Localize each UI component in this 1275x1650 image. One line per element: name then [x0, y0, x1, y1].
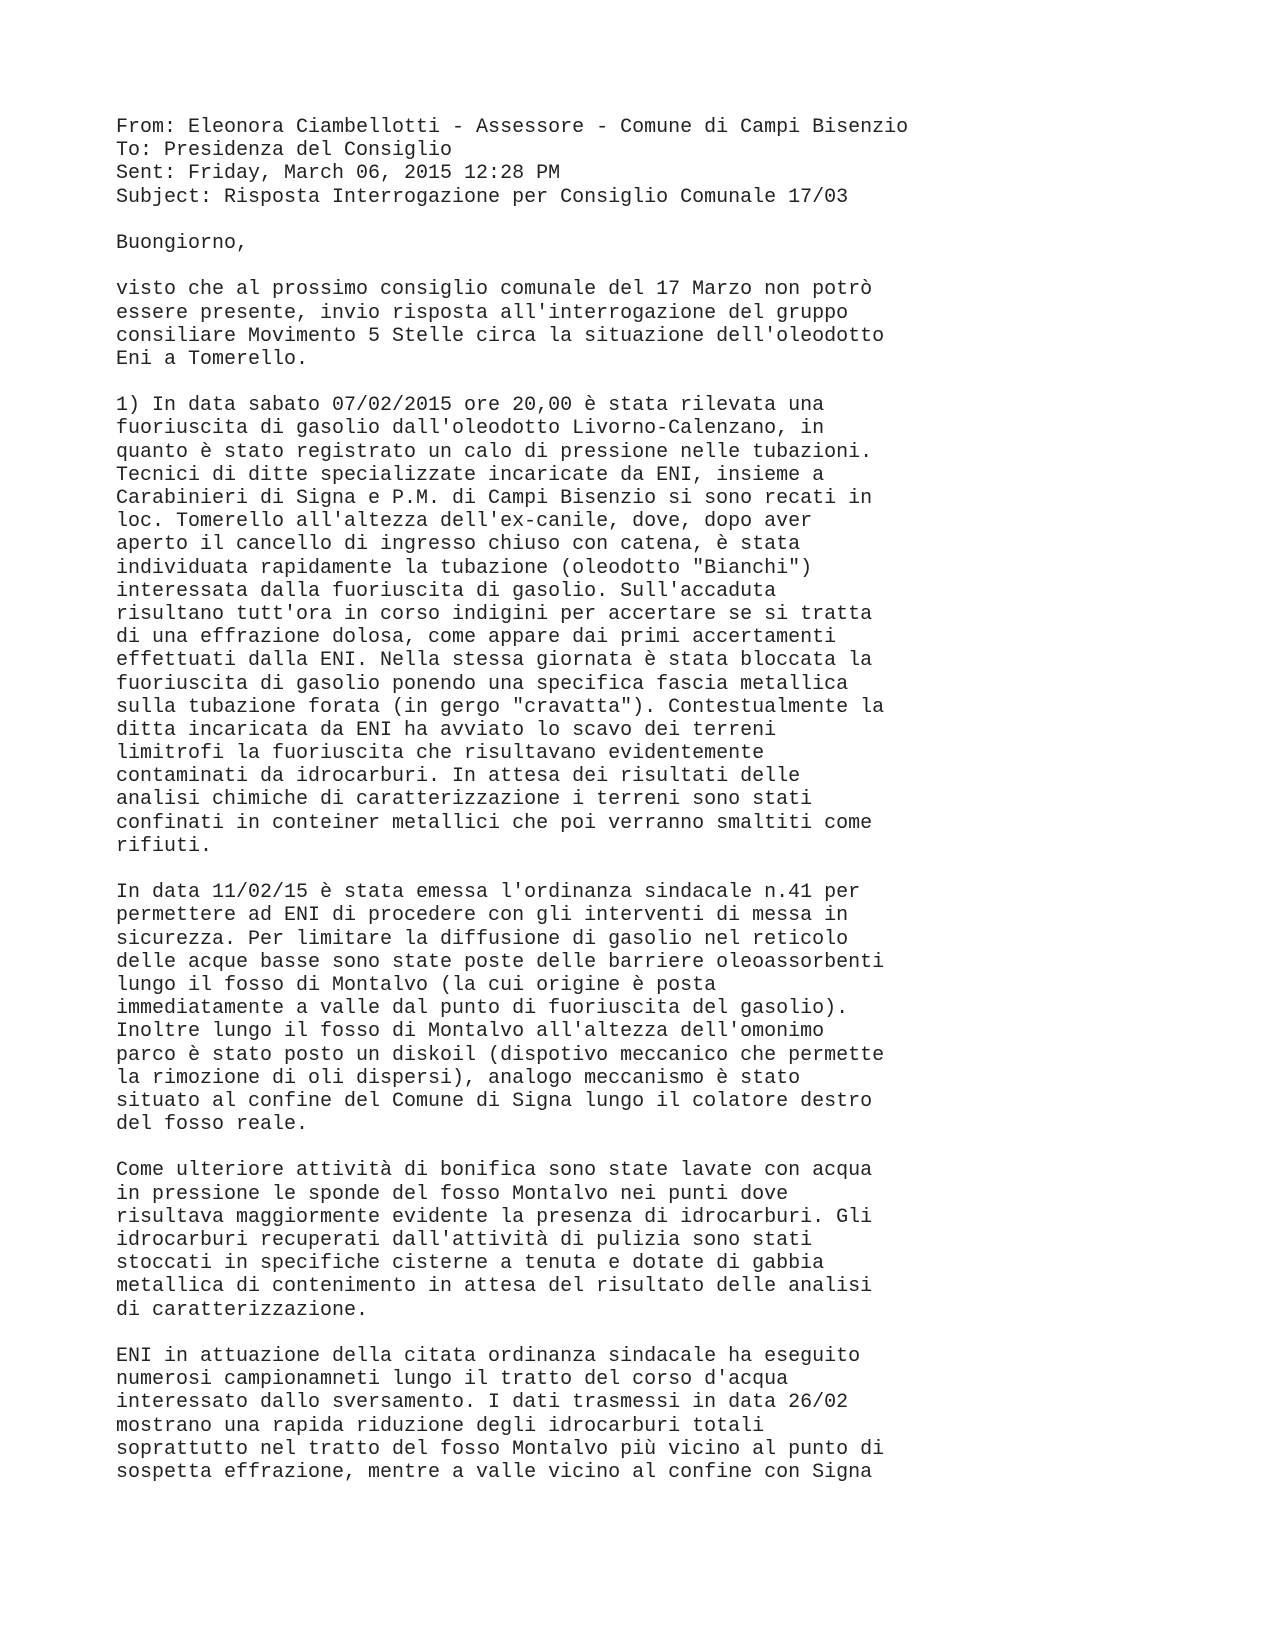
text-line: In data 11/02/15 è stata emessa l'ordinanza sindacale n.41 per [116, 881, 861, 905]
text-line: risultano tutt'ora in corso indigini per accertare se si tratta [116, 602, 873, 626]
email-text [116, 232, 1196, 1484]
text-line: analisi chimiche di caratterizzazione i terreni sono stati [116, 788, 813, 812]
text-line: di caratterizzazione. [116, 1298, 369, 1322]
sampling-paragraph [116, 1345, 1196, 1484]
text-line: fuoriuscita di gasolio ponendo una specifica fascia metallica [116, 672, 849, 696]
intro-paragraph [116, 278, 1196, 371]
text-line: risultava maggiormente evidente la presenza di idrocarburi. Gli [116, 1205, 873, 1229]
email-from: From: Eleonora Ciambellotti - Assessore - Comune di Campi Bisenzio [116, 116, 909, 139]
text-line: essere presente, invio risposta all'interrogazione del gruppo [116, 301, 849, 325]
text-line: loc. Tomerello all'altezza dell'ex-canile, dove, dopo aver [116, 510, 813, 534]
remediation-paragraph [116, 1159, 1196, 1321]
text-line: Buongiorno, [116, 231, 249, 255]
text-line: metallica di contenimento in attesa del risultato delle analisi [116, 1275, 873, 1299]
text-line: mostrano una rapida riduzione degli idrocarburi totali [116, 1414, 765, 1438]
text-line: limitrofi la fuoriuscita che risultavano evidentemente [116, 742, 765, 766]
text-line: sicurezza. Per limitare la diffusione di gasolio nel reticolo [116, 927, 849, 951]
email-header [116, 116, 1196, 209]
text-line: Eni a Tomerello. [116, 347, 309, 371]
text-line: individuata rapidamente la tubazione (oleodotto "Bianchi") [116, 556, 813, 580]
text-line: numerosi campionamneti lungo il tratto del corso d'acqua [116, 1368, 789, 1392]
text-line: permettere ad ENI di procedere con gli interventi di messa in [116, 904, 849, 928]
text-line: ditta incaricata da ENI ha avviato lo scavo dei terreni [116, 718, 777, 742]
text-line: fuoriuscita di gasolio dall'oleodotto Livorno-Calenzano, in [116, 417, 825, 441]
text-line: interessata dalla fuoriuscita di gasolio. Sull'accaduta [116, 579, 777, 603]
text-line: sulla tubazione forata (in gergo "cravatta"). Contestualmente la [116, 695, 885, 719]
text-line: ENI in attuazione della citata ordinanza sindacale ha eseguito [116, 1344, 861, 1368]
text-line: delle acque basse sono state poste delle barriere oleoassorbenti [116, 950, 885, 974]
text-line: lungo il fosso di Montalvo (la cui origine è posta [116, 973, 717, 997]
text-line: stoccati in specifiche cisterne a tenuta e dotate di gabbia [116, 1252, 825, 1276]
email-body [116, 116, 1196, 1484]
email-sent: Sent: Friday, March 06, 2015 12:28 PM [116, 162, 561, 186]
text-line: del fosso reale. [116, 1113, 309, 1137]
text-line: confinati in conteiner metallici che poi verranno smaltiti come [116, 811, 873, 835]
text-line: soprattutto nel tratto del fosso Montalvo più vicino al punto di [116, 1437, 885, 1461]
email-to: To: Presidenza del Consiglio [116, 139, 453, 163]
text-line: contaminati da idrocarburi. In attesa dei risultati delle [116, 765, 801, 789]
text-line: Carabinieri di Signa e P.M. di Campi Bisenzio si sono recati in [116, 487, 873, 510]
text-line: idrocarburi recuperati dall'attività di pulizia sono stati [116, 1229, 813, 1252]
text-line: di una effrazione dolosa, come appare dai primi accertamenti [116, 626, 837, 650]
text-line: parco è stato posto un diskoil (dispotivo meccanico che permette [116, 1043, 885, 1067]
text-line: Inoltre lungo il fosso di Montalvo all'altezza dell'omonimo [116, 1020, 825, 1044]
text-line: aperto il cancello di ingresso chiuso con catena, è stata [116, 533, 801, 557]
text-line: effettuati dalla ENI. Nella stessa giornata è stata bloccata la [116, 649, 873, 673]
text-line: Tecnici di ditte specializzate incaricate da ENI, insieme a [116, 463, 825, 487]
text-line: 1) In data sabato 07/02/2015 ore 20,00 è stata rilevata una [116, 394, 825, 418]
text-line: interessato dallo sversamento. I dati trasmessi in data 26/02 [116, 1391, 849, 1415]
text-line: quanto è stato registrato un calo di pressione nelle tubazioni. [116, 440, 873, 464]
text-line: visto che al prossimo consiglio comunale del 17 Marzo non potrò [116, 278, 873, 302]
text-line: Come ulteriore attività di bonifica sono state lavate con acqua [116, 1159, 873, 1183]
text-line: immediatamente a valle dal punto di fuoriuscita del gasolio). [116, 997, 849, 1021]
ordinance-paragraph [116, 881, 1196, 1136]
text-line: sospetta effrazione, mentre a valle vicino al confine con Signa [116, 1460, 873, 1484]
text-line: in pressione le sponde del fosso Montalvo nei punti dove [116, 1182, 789, 1206]
text-line: la rimozione di oli dispersi), analogo meccanismo è stato [116, 1066, 801, 1090]
point-1-paragraph [116, 394, 1196, 858]
text-line: situato al confine del Comune di Signa lungo il colatore destro [116, 1089, 873, 1113]
text-line: rifiuti. [116, 834, 213, 858]
greeting [116, 232, 1196, 255]
email-subject: Subject: Risposta Interrogazione per Consiglio Comunale 17/03 [116, 185, 849, 209]
text-line: consiliare Movimento 5 Stelle circa la situazione dell'oleodotto [116, 324, 885, 348]
